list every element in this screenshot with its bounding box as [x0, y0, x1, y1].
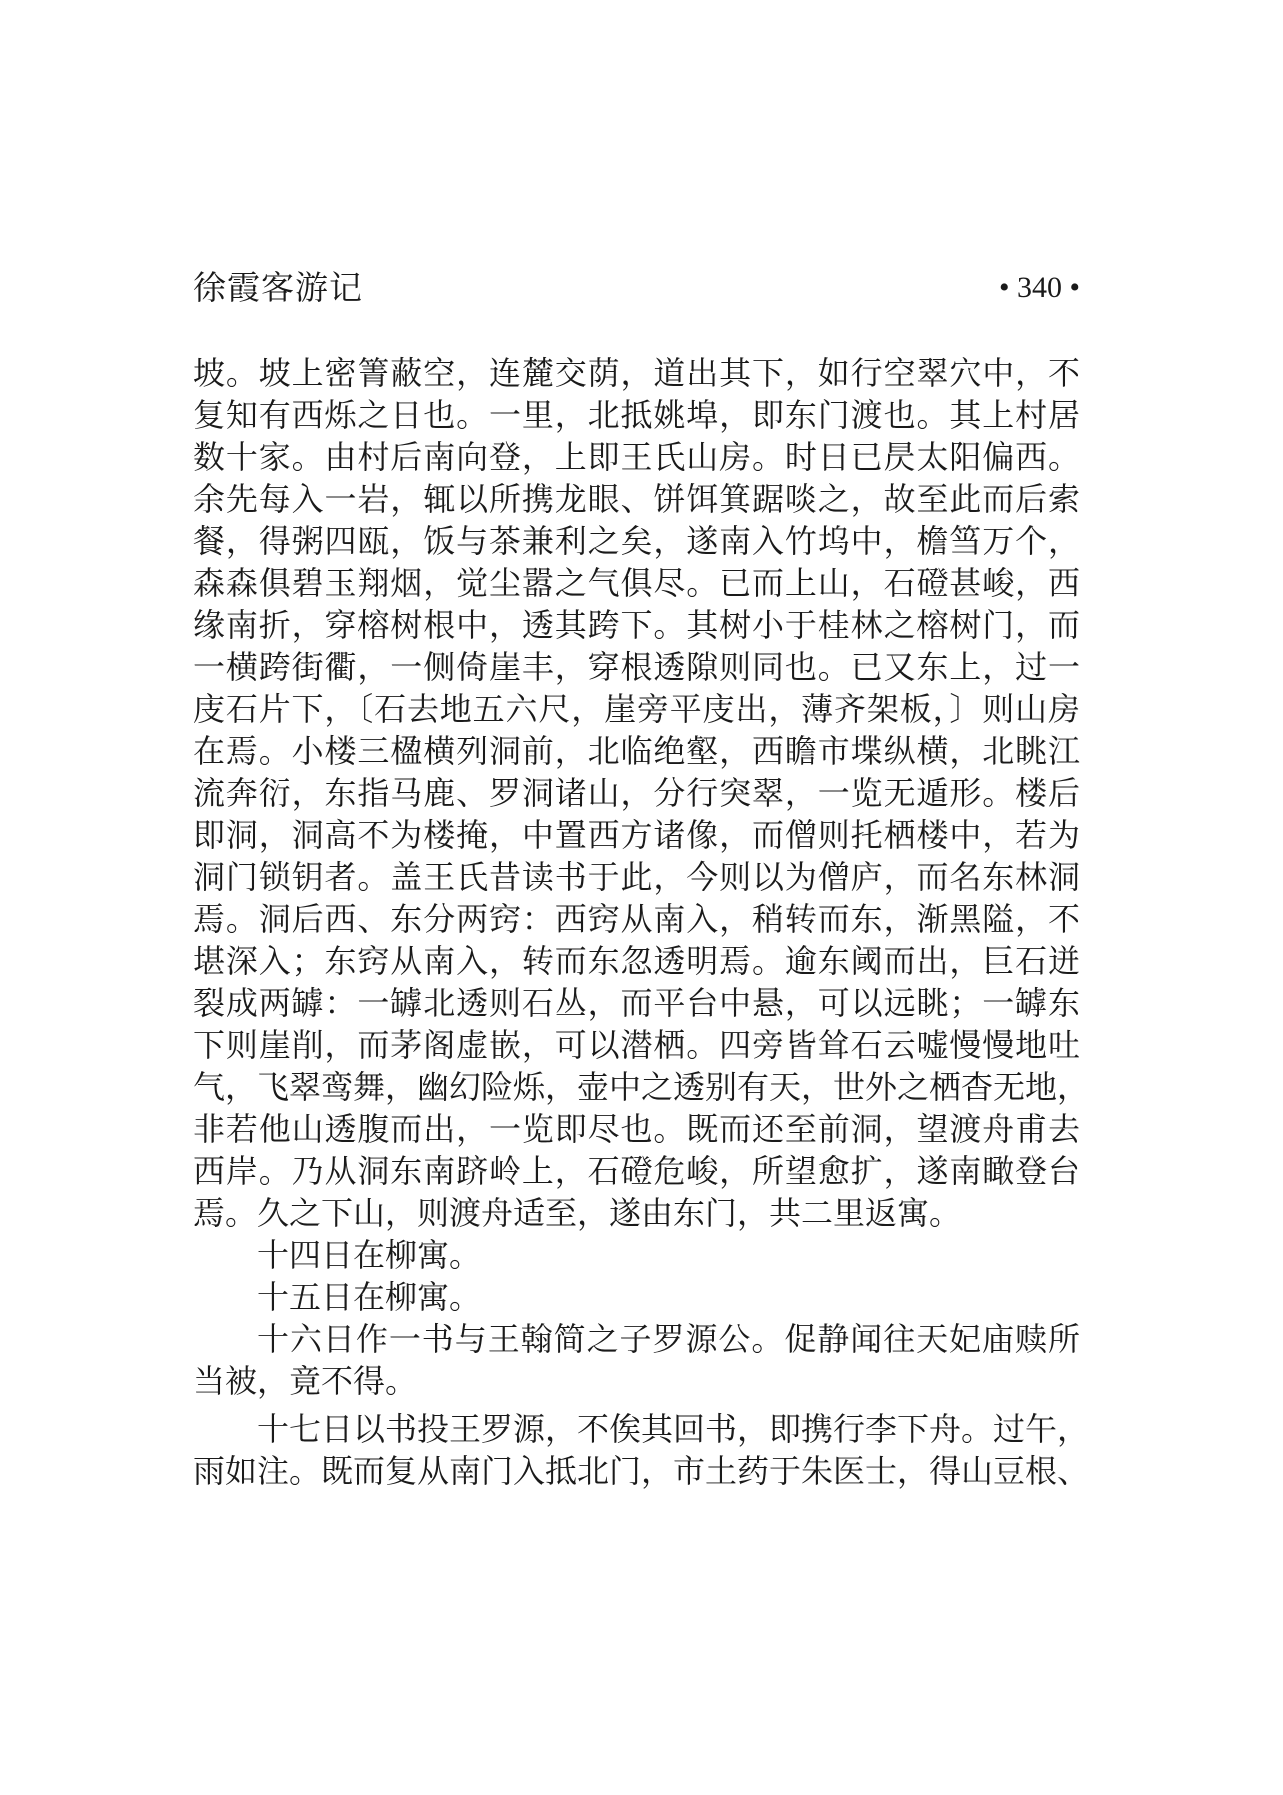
text-line: 堪深入；东窍从南入，转而东忽透明焉。逾东阈而出，巨石迸 [193, 942, 1080, 980]
text-line: 十七日以书投王罗源，不俟其回书，即携行李下舟。过午， [257, 1410, 1090, 1448]
book-title: 徐霞客游记 [193, 268, 363, 307]
text-line: 复知有西烁之日也。一里，北抵姚埠，即东门渡也。其上村居 [193, 396, 1080, 434]
running-header [193, 266, 1080, 310]
text-line: 餐，得粥四瓯，饭与茶兼利之矣，遂南入竹坞中，檐筜万个， [193, 522, 1080, 560]
text-line: 雨如注。既而复从南门入抵北门，市土药于朱医士，得山豆根、 [193, 1452, 1090, 1490]
text-line: 焉。洞后西、东分两窍：西窍从南入，稍转而东，渐黑隘，不 [193, 900, 1080, 938]
text-line: 焉。久之下山，则渡舟适至，遂由东门，共二里返寓。 [193, 1194, 962, 1232]
text-line: 下则崖削，而茅阁虚嵌，可以潜栖。四旁皆耸石云嘘慢慢地吐 [193, 1026, 1080, 1064]
paragraph [193, 1408, 1090, 1492]
text-line: 余先每入一岩，辄以所携龙眼、饼饵箕踞啖之，故至此而后索 [193, 480, 1080, 518]
page-number: • 340 • [998, 271, 1080, 304]
text-line: 流奔衍，东指马鹿、罗洞诸山，分行突翠，一览无遁形。楼后 [193, 774, 1080, 812]
body-text [193, 352, 1090, 1492]
text-line: 缘南折，穿榕树根中，透其跨下。其树小于桂林之榕树门，而 [193, 606, 1080, 644]
text-line: 当被，竟不得。 [193, 1362, 418, 1400]
text-line: 一横跨街衢，一侧倚崖丰，穿根透隙则同也。已又东上，过一 [193, 648, 1080, 686]
text-line: 十六日作一书与王翰简之子罗源公。促静闻往天妃庙赎所 [257, 1320, 1080, 1358]
text-line: 十五日在柳寓。 [257, 1278, 482, 1316]
text-line: 坡。坡上密箐蔽空，连麓交荫，道出其下，如行空翠穴中，不 [193, 354, 1080, 392]
text-line: 非若他山透腹而出，一览即尽也。既而还至前洞，望渡舟甫去 [193, 1110, 1080, 1148]
text-line: 即洞，洞高不为楼掩，中置西方诸像，而僧则托栖楼中，若为 [193, 816, 1080, 854]
text-line: 庋石片下，〔石去地五六尺，崖旁平庋出，薄齐架板，〕则山房 [193, 690, 1080, 728]
paragraph [193, 352, 1090, 1234]
text-line: 数十家。由村后南向登，上即王氏山房。时日已昃太阳偏西。 [193, 438, 1080, 476]
text-line: 气，飞翠鸾舞，幽幻险烁，壶中之透别有天，世外之栖杳无地， [193, 1068, 1090, 1106]
text-line: 十四日在柳寓。 [257, 1236, 482, 1274]
text-line: 裂成两罅：一罅北透则石丛，而平台中悬，可以远眺；一罅东 [193, 984, 1080, 1022]
text-line: 在焉。小楼三楹横列洞前，北临绝壑，西瞻市堞纵横，北眺江 [193, 732, 1080, 770]
text-line: 西岸。乃从洞东南跻岭上，石磴危峻，所望愈扩，遂南瞰登台 [193, 1152, 1080, 1190]
paragraph [193, 1318, 1080, 1402]
paragraph [193, 1234, 1080, 1276]
text-line: 森森俱碧玉翔烟，觉尘嚣之气俱尽。已而上山，石磴甚峻，西 [193, 564, 1080, 602]
paragraph [193, 1276, 1080, 1318]
text-line: 洞门锁钥者。盖王氏昔读书于此，今则以为僧庐，而名东林洞 [193, 858, 1080, 896]
